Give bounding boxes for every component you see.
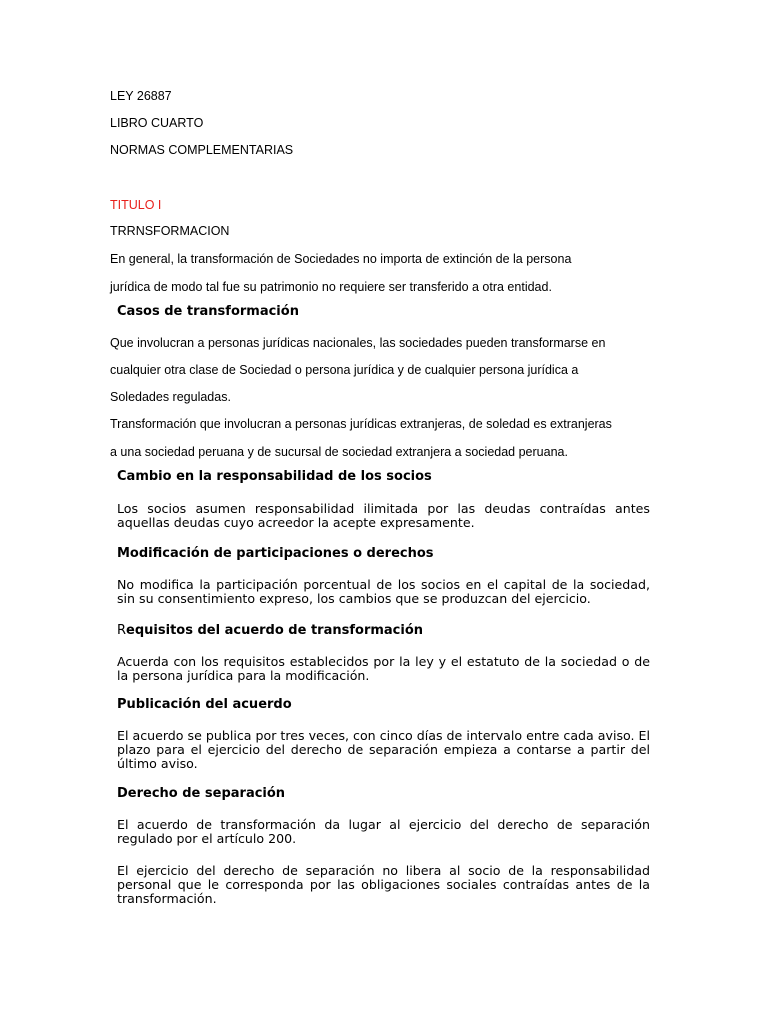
cases-line-5: a una sociedad peruana y de sucursal de sociedad extranjera a sociedad peruana. (110, 445, 568, 459)
cases-line-4: Transformación que involucran a personas jurídicas extranjeras, de soledad es extranjeras (110, 417, 612, 431)
separation-text-1: El acuerdo de transformación da lugar al ejercicio del derecho de separación regulado por el artículo 200. (117, 817, 650, 846)
separation-text-2: El ejercicio del derecho de separación no libera al socio de la responsabilidad personal que le corresponda por las obligaciones sociales contraídas antes de la transformación. (117, 863, 650, 906)
norms-label: NORMAS COMPLEMENTARIAS (110, 143, 294, 157)
requirements-text: Acuerda con los requisitos establecidos por la ley y el estatuto de la sociedad o de la persona jurídica para la modificación. (117, 654, 650, 683)
intro-line-2: jurídica de modo tal fue su patrimonio no requiere ser transferido a otra entidad. (110, 280, 552, 294)
separation-heading: Derecho de separación (117, 786, 286, 801)
publication-heading: Publicación del acuerdo (117, 697, 292, 712)
publication-text: El acuerdo se publica por tres veces, con cinco días de intervalo entre cada aviso. El plazo para el ejercicio del derecho de separación empieza a contarse a partir del último aviso. (117, 728, 650, 771)
responsibility-heading: Cambio en la responsabilidad de los socios (117, 469, 432, 484)
book-label: LIBRO CUARTO (110, 116, 204, 130)
intro-line-1: En general, la transformación de Sociedades no importa de extinción de la persona (110, 252, 572, 266)
requirements-heading (117, 623, 423, 639)
requirements-heading-initial: R (117, 623, 127, 638)
cases-line-2: cualquier otra clase de Sociedad o persona jurídica y de cualquier persona jurídica a (110, 363, 579, 377)
responsibility-text: Los socios asumen responsabilidad ilimitada por las deudas contraídas antes aquellas deudas cuyo acreedor la acepte expresamente. (117, 501, 650, 530)
title-label: TITULO I (110, 198, 162, 212)
requirements-heading-rest: equisitos del acuerdo de transformación (126, 623, 424, 638)
cases-heading: Casos de transformación (117, 304, 299, 319)
law-number: LEY 26887 (110, 89, 172, 103)
title-subject: TRRNSFORMACION (110, 224, 230, 238)
participation-heading: Modificación de participaciones o derechos (117, 546, 434, 561)
participation-text: No modifica la participación porcentual de los socios en el capital de la sociedad, sin su consentimiento expreso, los cambios que se produzcan del ejercicio. (117, 577, 650, 606)
cases-line-3: Soledades reguladas. (110, 390, 231, 404)
cases-line-1: Que involucran a personas jurídicas nacionales, las sociedades pueden transformarse en (110, 336, 606, 350)
